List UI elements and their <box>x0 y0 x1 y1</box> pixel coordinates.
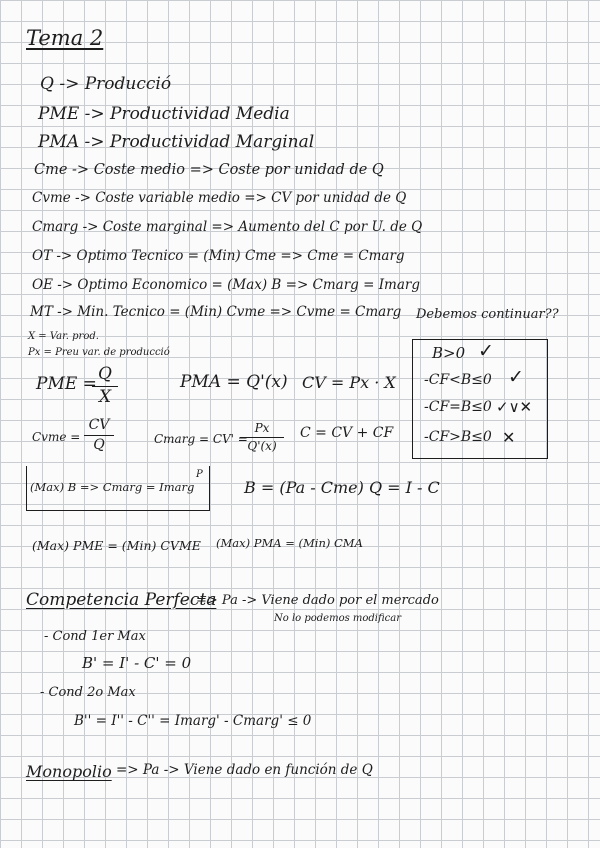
max-pme-formula: (Max) PME = (Min) CVME <box>32 538 201 553</box>
definition-oe: OE -> Optimo Economico = (Max) B => Cmarg = Imarg <box>32 277 420 293</box>
definition-pme: PME -> Productividad Media <box>38 104 290 124</box>
definition-cme: Cme -> Coste medio => Coste por unidad de Q <box>34 162 384 178</box>
condition-1: B>0 <box>432 344 466 362</box>
pme-denominator: X <box>98 386 112 407</box>
note-px-definition: Px = Preu var. de producció <box>28 347 170 358</box>
cvme-denominator: Q <box>93 436 105 453</box>
max-b-formula: (Max) B => Cmarg = Imarg <box>30 480 195 494</box>
definition-q: Q -> Producció <box>40 74 172 94</box>
competencia-arrow-text: => Pa -> Viene dado por el mercado <box>196 593 439 608</box>
pme-numerator: Q <box>98 364 112 384</box>
monopolio-arrow-text: => Pa -> Viene dado en función de Q <box>116 762 373 778</box>
condition-3: -CF=B≤0 <box>424 399 492 415</box>
profit-formula: B = (Pa - Cme) Q = I - C <box>244 478 440 497</box>
pme-lhs: PME = <box>36 374 97 394</box>
competencia-heading: Competencia Perfecta <box>26 590 217 610</box>
fraction-bar <box>84 435 114 436</box>
cvme-lhs: Cvme = <box>32 430 81 444</box>
max-pma-formula: (Max) PMA = (Min) CMA <box>216 536 363 550</box>
cond2-equation: B'' = I'' - C'' = Imarg' - Cmarg' ≤ 0 <box>74 713 312 729</box>
competencia-note: No lo podemos modificar <box>274 613 402 624</box>
cmarg-denominator: Q'(x) <box>247 438 277 453</box>
cvme-fraction <box>84 418 114 452</box>
page-title: Tema 2 <box>26 26 104 50</box>
check-mark-icon: ✓ <box>508 366 524 388</box>
monopolio-heading: Monopolio <box>26 762 112 781</box>
cross-mark-icon: ✕ <box>502 428 516 447</box>
cmarg-fraction <box>240 422 284 452</box>
condition-2: -CF<B≤0 <box>424 372 492 388</box>
condition-4: -CF>B≤0 <box>424 429 492 445</box>
cond1-equation: B' = I' - C' = 0 <box>82 654 192 672</box>
pma-formula: PMA = Q'(x) <box>180 372 288 392</box>
cv-formula: CV = Px · X <box>302 373 396 392</box>
definition-mt: MT -> Min. Tecnico = (Min) Cvme => Cvme = Cmarg <box>30 304 402 320</box>
question-continue: Debemos continuar?? <box>416 307 559 322</box>
cmarg-numerator: Px <box>254 421 270 435</box>
definition-pma: PMA -> Productividad Marginal <box>38 132 315 152</box>
cond1-label: - Cond 1er Max <box>44 629 146 644</box>
fraction-bar <box>240 437 284 438</box>
check-mark-icon: ✓ <box>478 340 494 362</box>
max-b-superscript: P <box>196 469 203 480</box>
check-or-cross-icon: ✓∨✕ <box>496 398 533 416</box>
cond2-label: - Cond 2o Max <box>40 685 136 700</box>
definition-ot: OT -> Optimo Tecnico = (Min) Cme => Cme = Cmarg <box>32 248 405 264</box>
cmarg-lhs: Cmarg = CV' = <box>154 432 248 446</box>
definition-cmarg: Cmarg -> Coste marginal => Aumento del C por U. de Q <box>32 219 423 235</box>
note-x-definition: X = Var. prod. <box>28 331 99 342</box>
cvme-numerator: CV <box>88 417 110 433</box>
total-cost-formula: C = CV + CF <box>300 425 394 441</box>
pme-fraction <box>92 366 118 407</box>
definition-cvme: Cvme -> Coste variable medio => CV por unidad de Q <box>32 190 407 206</box>
